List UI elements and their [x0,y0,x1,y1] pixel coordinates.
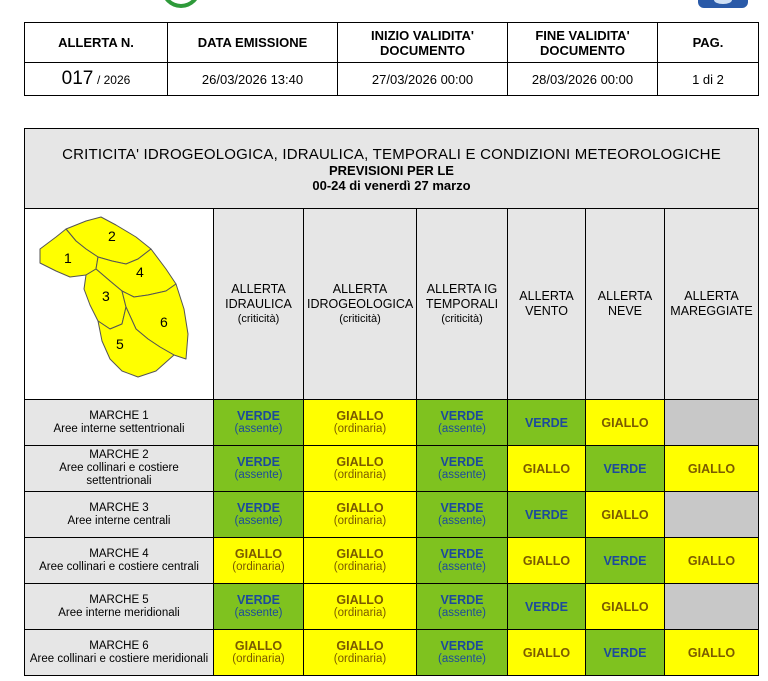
region-emblem-right [698,0,748,8]
zone-description: Aree collinari e costiere meridionali [29,652,209,665]
alert-level-cell [508,630,586,676]
alert-level-detail: (ordinaria) [333,561,387,573]
col-head-neve [586,209,665,400]
alert-level: VERDE [524,507,569,522]
alert-level-cell [586,492,665,538]
alert-level: VERDE [440,593,484,607]
alert-level-cell [417,400,508,446]
alert-level-detail: (ordinaria) [333,653,387,665]
alert-level-cell [417,584,508,630]
alert-number-cell [25,63,168,96]
forecast-title-line1: CRITICITA' IDROGEOLOGICA, IDRAULICA, TEMPORALI E CONDIZIONI METEOROLOGICHE [62,146,721,163]
forecast-table [24,128,759,676]
alert-level: VERDE [524,599,569,614]
alert-level: GIALLO [522,645,571,660]
alert-level-cell [586,400,665,446]
forecast-title-line3: 00-24 di venerdì 27 marzo [312,178,471,193]
zone-map-cell [25,209,214,400]
table-row [25,538,759,584]
alert-level: VERDE [603,553,647,568]
alert-level-cell [508,492,586,538]
zone-name: MARCHE 4 [89,547,149,560]
zone-description: Aree interne meridionali [58,606,180,619]
alert-level: GIALLO [336,547,384,561]
alert-level-detail: (ordinaria) [333,423,387,435]
alert-level: GIALLO [336,455,384,469]
alert-level-cell [665,400,759,446]
alert-level-detail: (assente) [234,607,283,619]
alert-level-cell [304,584,417,630]
alert-level-cell [508,400,586,446]
alert-level: GIALLO [234,547,283,561]
emission-date: 26/03/2026 13:40 [168,63,338,96]
alert-level-cell [586,538,665,584]
alert-level: VERDE [236,501,281,515]
zone-label-cell [25,584,214,630]
col-head-name: ALLERTA IDRAULICA [225,281,292,311]
header-label-page: PAG. [658,23,759,63]
alert-level-cell [304,446,417,492]
alert-level-detail: (assente) [438,469,486,481]
table-row [25,630,759,676]
alert-level-cell [304,492,417,538]
alert-level-detail: (assente) [234,515,283,527]
alert-level: GIALLO [601,415,649,430]
alert-level-cell [214,584,304,630]
col-head-sub: (criticità) [237,312,280,325]
header-label-validity-start: INIZIO VALIDITA' DOCUMENTO [338,23,508,63]
alert-level: GIALLO [687,553,736,568]
col-head-name: ALLERTA IG TEMPORALI [425,281,499,311]
alert-level: GIALLO [601,599,649,614]
alert-level: VERDE [440,547,484,561]
col-head-sub: (criticità) [441,312,483,325]
col-head-mareggiate [665,209,759,400]
col-head-name: ALLERTA VENTO [519,289,574,318]
zone-description: Aree interne centrali [67,514,171,527]
alert-level-cell [665,584,759,630]
validity-start: 27/03/2026 00:00 [338,63,508,96]
bulletin-header-table [24,22,759,96]
alert-level-detail: (assente) [234,423,283,435]
alert-level-cell [214,492,304,538]
alert-level: VERDE [603,461,647,476]
map-label-4: 4 [136,264,144,280]
table-row [25,492,759,538]
alert-level: VERDE [440,639,484,653]
zone-label-cell [25,446,214,492]
alert-level-cell [304,400,417,446]
marche-zone-map [26,209,212,394]
alert-level-detail: (ordinaria) [333,469,387,481]
header-label-emission-date: DATA EMISSIONE [168,23,338,63]
alert-level-detail: (assente) [438,423,486,435]
col-head-name: ALLERTA NEVE [597,289,653,318]
alert-level-cell [304,538,417,584]
agency-logo-left [161,0,201,8]
alert-level-detail: (assente) [438,561,486,573]
alert-level-cell [508,538,586,584]
table-row [25,584,759,630]
alert-level: GIALLO [336,593,384,607]
zone-description: Aree collinari e costiere centrali [39,560,199,573]
alert-level-cell [508,584,586,630]
zone-name: MARCHE 1 [89,409,149,422]
alert-level-cell [417,630,508,676]
alert-level: VERDE [236,409,281,423]
col-head-sub: (criticità) [339,312,381,325]
zone-name: MARCHE 2 [89,449,149,461]
map-label-3: 3 [102,288,110,304]
col-head-temporali [417,209,508,400]
zone-name: MARCHE 3 [89,501,149,514]
table-row [25,446,759,492]
alert-level-cell [417,446,508,492]
alert-level-cell [417,538,508,584]
alert-level-cell [417,492,508,538]
alert-level-cell [214,630,304,676]
alert-level-cell [665,446,759,492]
header-label-alert-number: ALLERTA N. [25,23,168,63]
alert-number: 017 [61,68,94,89]
alert-level: VERDE [236,593,281,607]
alert-level: VERDE [440,455,484,469]
alert-level: VERDE [603,645,647,660]
page-number: 1 di 2 [658,63,759,96]
zone-description: Aree collinari e costiere settentrionali [59,462,179,487]
col-head-vento [508,209,586,400]
header-label-validity-end: FINE VALIDITA' DOCUMENTO [508,23,658,63]
alert-level: VERDE [440,409,484,423]
alert-level: VERDE [524,415,569,430]
forecast-title [25,129,759,209]
alert-level-detail: (assente) [438,653,486,665]
col-head-name: ALLERTA IDROGEOLOGICA [307,281,414,311]
col-head-idrogeologica [304,209,417,400]
alert-level-cell [508,446,586,492]
alert-level: GIALLO [687,645,736,660]
alert-level-cell [214,400,304,446]
alert-level-detail: (ordinaria) [232,653,285,665]
alert-level-detail: (assente) [438,607,486,619]
alert-level-cell [304,630,417,676]
map-label-5: 5 [116,336,124,352]
alert-level-detail: (assente) [438,515,486,527]
alert-level-cell [214,538,304,584]
alert-level-detail: (ordinaria) [232,561,285,573]
col-head-name: ALLERTA MAREGGIATE [670,289,753,318]
alert-year: / 2026 [96,73,131,87]
alert-level: GIALLO [234,639,283,653]
alert-level-detail: (ordinaria) [333,515,387,527]
zone-name: MARCHE 5 [89,593,149,606]
alert-level: VERDE [236,455,281,469]
alert-level: GIALLO [522,553,571,568]
validity-end: 28/03/2026 00:00 [508,63,658,96]
map-label-6: 6 [160,314,168,330]
alert-level: GIALLO [336,409,384,423]
alert-level: GIALLO [336,639,384,653]
alert-level: GIALLO [522,461,571,476]
table-row [25,400,759,446]
zone-label-cell [25,400,214,446]
zone-label-cell [25,630,214,676]
map-label-2: 2 [108,228,116,244]
col-head-idraulica [214,209,304,400]
alert-level-detail: (assente) [234,469,283,481]
alert-level-cell [586,584,665,630]
zone-description: Aree interne settentrionali [53,422,185,435]
zone-label-cell [25,538,214,584]
alert-level-cell [214,446,304,492]
alert-level-detail: (ordinaria) [333,607,387,619]
alert-level-cell [665,538,759,584]
alert-level-cell [665,630,759,676]
zone-label-cell [25,492,214,538]
alert-level: GIALLO [687,461,736,476]
alert-level: GIALLO [601,507,649,522]
alert-level-cell [586,630,665,676]
zone-name: MARCHE 6 [89,639,149,652]
forecast-title-line2: PREVISIONI PER LE [329,163,454,178]
alert-level: GIALLO [336,501,384,515]
alert-level: VERDE [440,501,484,515]
map-label-1: 1 [64,250,72,266]
alert-level-cell [586,446,665,492]
alert-level-cell [665,492,759,538]
